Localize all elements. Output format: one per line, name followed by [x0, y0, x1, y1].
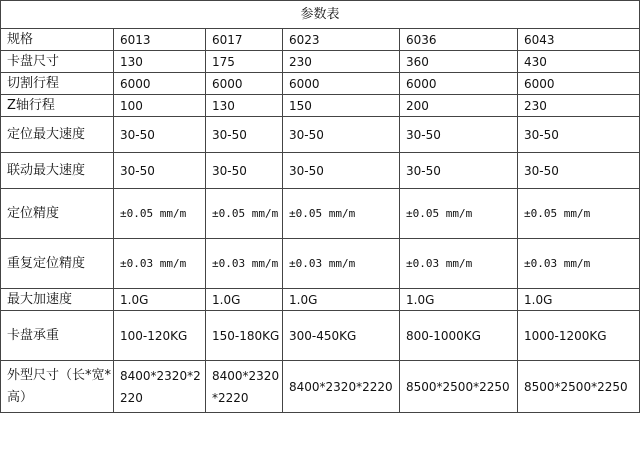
table-cell: 230: [283, 51, 400, 73]
table-cell: 150-180KG: [206, 311, 283, 361]
table-row: [1, 95, 640, 117]
table-cell: 30-50: [283, 117, 400, 153]
table-cell: 1.0G: [518, 289, 640, 311]
table-row: [1, 153, 640, 189]
table-cell: 430: [518, 51, 640, 73]
table-cell: 8500*2500*2250: [518, 361, 640, 413]
table-cell: 130: [114, 51, 206, 73]
table-cell: 1.0G: [283, 289, 400, 311]
header-row: [1, 29, 640, 51]
table-title: 参数表: [1, 1, 640, 29]
table-cell: ±0.03 mm/m: [206, 239, 283, 289]
row-label: 卡盘尺寸: [1, 51, 114, 73]
table-cell: 30-50: [400, 153, 518, 189]
table-row: [1, 239, 640, 289]
model-header: 6023: [283, 29, 400, 51]
table-cell: 130: [206, 95, 283, 117]
table-cell: 30-50: [206, 153, 283, 189]
table-cell: 6000: [114, 73, 206, 95]
table-cell: 6000: [206, 73, 283, 95]
table-cell: ±0.05 mm/m: [400, 189, 518, 239]
table-cell: 8500*2500*2250: [400, 361, 518, 413]
table-cell: 1.0G: [114, 289, 206, 311]
table-cell: ±0.03 mm/m: [114, 239, 206, 289]
table-cell: 30-50: [114, 153, 206, 189]
table-cell: ±0.03 mm/m: [518, 239, 640, 289]
table-cell: ±0.05 mm/m: [206, 189, 283, 239]
table-cell: 8400*2320*2220: [114, 361, 206, 413]
table-cell: 200: [400, 95, 518, 117]
table-row: [1, 51, 640, 73]
table-cell: ±0.03 mm/m: [283, 239, 400, 289]
row-label: Z轴行程: [1, 95, 114, 117]
table-cell: 150: [283, 95, 400, 117]
table-cell: 1.0G: [206, 289, 283, 311]
table-cell: ±0.05 mm/m: [114, 189, 206, 239]
table-row: [1, 361, 640, 413]
table-cell: 30-50: [518, 117, 640, 153]
table-row: [1, 189, 640, 239]
table-cell: ±0.05 mm/m: [283, 189, 400, 239]
row-label: 定位精度: [1, 189, 114, 239]
table-cell: 30-50: [206, 117, 283, 153]
table-cell: ±0.03 mm/m: [400, 239, 518, 289]
table-cell: 6000: [518, 73, 640, 95]
table-cell: 30-50: [283, 153, 400, 189]
table-cell: 100: [114, 95, 206, 117]
table-cell: 1000-1200KG: [518, 311, 640, 361]
table-row: [1, 289, 640, 311]
table-cell: 175: [206, 51, 283, 73]
row-label: 重复定位精度: [1, 239, 114, 289]
table-cell: 8400*2320*2220: [283, 361, 400, 413]
table-row: [1, 311, 640, 361]
row-label: 外型尺寸（长*宽*高）: [1, 361, 114, 413]
table-cell: 800-1000KG: [400, 311, 518, 361]
table-cell: 1.0G: [400, 289, 518, 311]
model-header: 6013: [114, 29, 206, 51]
table-cell: 6000: [283, 73, 400, 95]
title-row: [1, 1, 640, 29]
table-cell: 300-450KG: [283, 311, 400, 361]
table-row: [1, 117, 640, 153]
row-label: 定位最大速度: [1, 117, 114, 153]
table-cell: 6000: [400, 73, 518, 95]
model-header: 6036: [400, 29, 518, 51]
table-cell: 30-50: [518, 153, 640, 189]
row-label: 最大加速度: [1, 289, 114, 311]
table-cell: 30-50: [400, 117, 518, 153]
model-header: 6043: [518, 29, 640, 51]
table-cell: 30-50: [114, 117, 206, 153]
table-cell: 360: [400, 51, 518, 73]
row-label: 联动最大速度: [1, 153, 114, 189]
table-cell: 100-120KG: [114, 311, 206, 361]
table-row: [1, 73, 640, 95]
table-cell: ±0.05 mm/m: [518, 189, 640, 239]
table-cell: 8400*2320*2220: [206, 361, 283, 413]
table-cell: 230: [518, 95, 640, 117]
row-label: 卡盘承重: [1, 311, 114, 361]
model-header: 6017: [206, 29, 283, 51]
row-label: 规格: [1, 29, 114, 51]
row-label: 切割行程: [1, 73, 114, 95]
